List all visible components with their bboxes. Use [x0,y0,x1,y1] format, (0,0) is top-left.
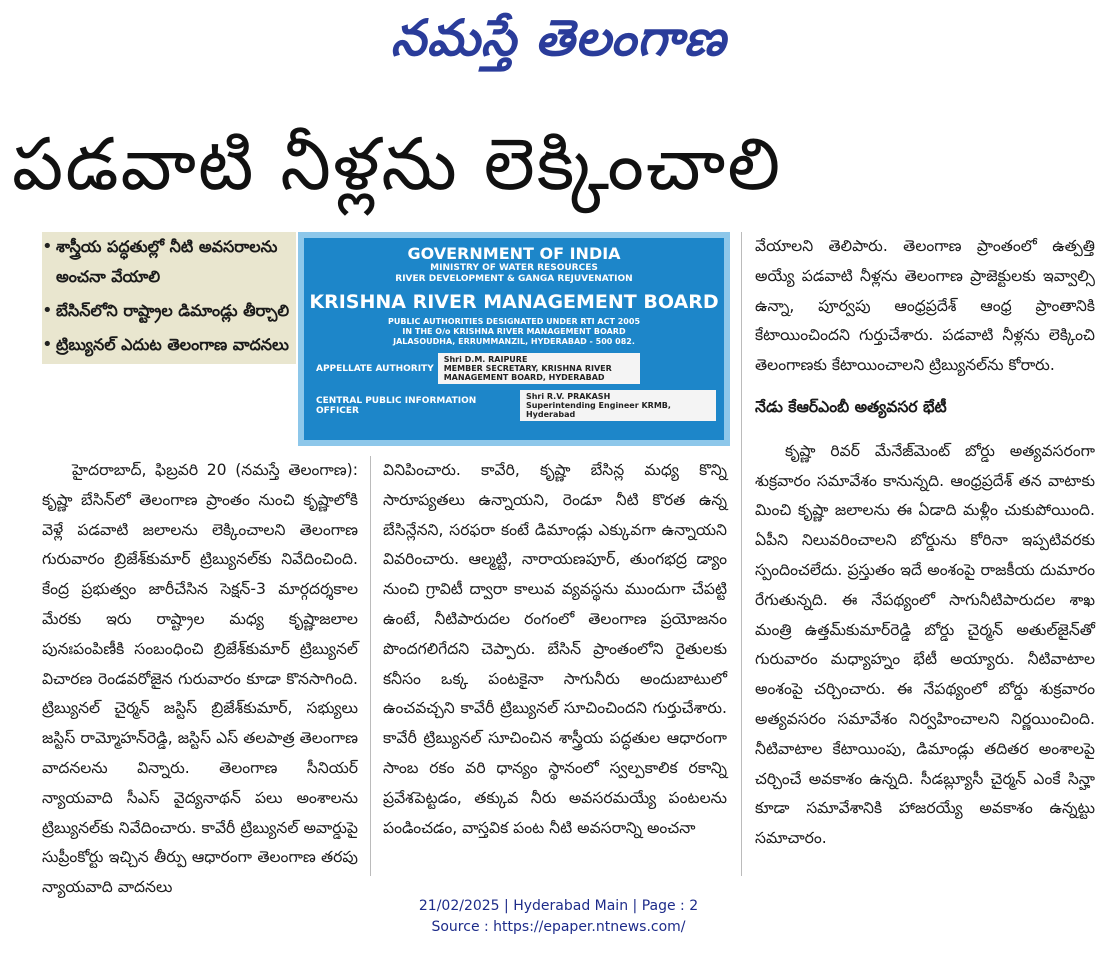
masthead-logo: నమస్తే తెలంగాణ [390,8,727,67]
article-subheading: నేడు కేఆర్‌ఎంబీ అత్యవసర భేటీ [755,397,947,416]
highlights-box [42,232,296,364]
photo-cpio-row [316,390,716,421]
bullet-icon: • [42,300,53,321]
highlight-item [42,296,292,326]
photo-appellate-row [316,353,716,384]
photo-cpio-name: Shri R.V. PRAKASH [525,392,611,401]
highlight-item [42,232,292,292]
photo-gov-text: GOVERNMENT OF INDIA [407,244,621,263]
photo-appellate-box [438,353,640,384]
photo-appellate-role: MEMBER SECRETARY, KRISHNA RIVER MANAGEMENT BOARD, HYDERABAD [443,364,612,382]
photo-board-text: KRISHNA RIVER MANAGEMENT BOARD [309,291,719,313]
photo-appellate-name: Shri D.M. RAIPURE [443,355,528,364]
bullet-icon: • [42,334,53,355]
article-column-1 [42,456,358,903]
photo-rti-line: IN THE O/o KRISHNA RIVER MANAGEMENT BOARD [402,327,626,336]
photo-cpio-box [520,390,716,421]
article-paragraph: హైదరాబాద్, ఫిబ్రవరి 20 (నమస్తే తెలంగాణ): కృష్ణా బేసిన్‌లో తెలంగాణ ప్రాంతం నుంచి కృష్ణాలోకి వెళ్లే పడవాటి జలాలను లెక్కించాలని తెలంగాణ గురువారం బ్రిజేశ్‌కుమార్ ట్రిబ్యునల్‌కు నివేదించింది. కేంద్ర ప్రభుత్వం జారీచేసిన సెక్షన్-3 మార్గదర్శకాల మేరకు ఇరు రాష్ట్రాల మధ్య కృష్ణాజలాల పునఃపంపిణీకి సంబంధించి బ్రిజేశ్‌కుమార్ ట్రిబ్యునల్ విచారణ రెండవరోజైన గురువారం కూడా కొనసాగింది. ట్రిబ్యునల్ చైర్మన్ జస్టిస్ బ్రిజేశ్‌కుమార్, సభ్యులు జస్టిస్ రామ్మోహన్‌రెడ్డి, జస్టిస్ ఎస్ తలపాత్ర తెలంగాణ వాదనలను విన్నారు. తెలంగాణ సీనియర్ న్యాయవాది సీఎస్ వైద్యనాథన్ పలు అంశాలను ట్రిబ్యునల్‌కు నివేదించారు. కావేరీ ట్రిబ్యునల్ అవార్డుపై సుప్రీంకోర్టు ఇచ్చిన తీర్పు ఆధారంగా తెలంగాణ తరపు న్యాయవాది వాదనలు [42,461,358,897]
article-column-3 [755,232,1095,854]
article-paragraph: వినిపించారు. కావేరి, కృష్ణా బేసిన్ల మధ్య కొన్ని సారూప్యతలు ఉన్నాయని, రెండూ నీటి కొరత ఉన్న బేసిన్లేనని, సరఫరా కంటే డిమాండ్లు ఎక్కువగా ఉన్నాయని వివరించారు. ఆల్మట్టి, నారాయణపూర్, తుంగభద్ర డ్యాం నుంచి గ్రావిటీ ద్వారా కాలువ వ్యవస్థను ముందుగా చేపట్టి ఉంటే, నీటిపారుదల రంగంలో తెలంగాణ ప్రయోజనం పొందగలిగేదని చెప్పారు. బేసిన్ ప్రాంతంలోని రైతులకు కనీసం ఒక్క పంటకైనా సాగునీరు అందుబాటులో ఉంచవచ్చని కావేరీ ట్రిబ్యునల్ సూచించిందని గుర్తుచేశారు. కావేరీ ట్రిబ్యునల్ సూచించిన శాస్త్రీయ పద్ధతుల ఆధారంగా సాంబ రకం వరి ధాన్యం స్థానంలో స్వల్పకాలిక రకాన్ని ప్రవేశపెట్టడం, తక్కువ నీరు అవసరమయ్యే పంటలను పండించడం, వాస్తవిక పంట నీటి అవసరాన్ని అంచనా [383,461,727,837]
footer-source-link[interactable]: Source : https://epaper.ntnews.com/ [431,919,686,935]
photo-rti-line: JALASOUDHA, ERRUMMANZIL, HYDERABAD - 500 082. [393,337,635,346]
krmb-board-photo [298,232,730,446]
article-paragraph: వేయాలని తెలిపారు. తెలంగాణ ప్రాంతంలో ఉత్పత్తి అయ్యే పడవాటి నీళ్లను తెలంగాణ ప్రాజెక్టులకు ఇవ్వాల్సి ఉన్నా, పూర్వపు ఆంధ్రప్రదేశ్ ఆంధ్ర ప్రాంతానికి కేటాయించిందని గుర్తుచేశారు. పడవాటి నీళ్లను లెక్కించి తెలంగాణకు కేటాయించాలని ట్రిబ్యునల్‌ను కోరారు. [755,237,1095,375]
article-paragraph: కృష్ణా రివర్ మేనేజ్‌మెంట్ బోర్డు అత్యవసరంగా శుక్రవారం సమావేశం కానున్నది. ఆంధ్రప్రదేశ్ తన వాటాకు మించి కృష్ణా జలాలను ఈ ఏడాది మళ్లీం చుకుపోయింది. ఏపీని నిలువరించాలని బోర్డును కోరినా ఇప్పటివరకు స్పందించలేదు. ప్రస్తుతం ఇదే అంశంపై రాజకీయ దుమారం రేగుతున్నది. ఈ నేపథ్యంలో సాగునీటిపారుదల శాఖ మంత్రి ఉత్తమ్‌కుమార్‌రెడ్డి బోర్డు చైర్మన్ అతుల్‌జైన్‌తో గురువారం మధ్యాహ్నం భేటీ అయ్యారు. నీటివాటాల అంశంపై చర్చించారు. ఈ నేపథ్యంలో బోర్డు శుక్రవారం అత్యవసరం సమావేశం నిర్వహించాలని నిర్ణయించింది. నీటివాటాల కేటాయింపు, డిమాండ్లు తదితర అంశాలపై చర్చించే అవకాశం ఉన్నది. సీడబ్ల్యూసీ చైర్మన్ ఎంకే సిన్హా కూడా సమావేశానికి హాజరయ్యే అవకాశం ఉన్నట్టు సమాచారం. [755,441,1095,848]
highlight-text: శాస్త్రీయ పద్ధతుల్లో నీటి అవసరాలను అంచనా వేయాలి [56,237,278,286]
photo-cpio-label: CENTRAL PUBLIC INFORMATION OFFICER [316,395,477,416]
bullet-icon: • [42,236,53,257]
column-divider [370,456,371,876]
photo-rti-line: PUBLIC AUTHORITIES DESIGNATED UNDER RTI ACT 2005 [387,317,641,326]
headline: పడవాటి నీళ్లను లెక్కించాలి [12,122,783,206]
photo-appellate-label: APPELLATE AUTHORITY [316,363,434,374]
highlight-text: ట్రిబ్యునల్ ఎదుట తెలంగాణ వాదనలు [56,335,289,354]
page-footer [0,896,1117,938]
photo-dept-text: RIVER DEVELOPMENT & GANGA REJUVENATION [395,274,633,284]
highlight-item [42,330,292,360]
footer-date-edition: 21/02/2025 | Hyderabad Main | Page : 2 [418,898,699,914]
highlight-text: బేసిన్‌లోని రాష్ట్రాల డిమాండ్లు తీర్చాలి [56,301,290,320]
photo-ministry-text: MINISTRY OF WATER RESOURCES [430,263,598,273]
column-divider [741,232,742,876]
article-column-2 [383,456,727,843]
photo-cpio-role: Superintending Engineer KRMB, Hyderabad [525,401,671,419]
